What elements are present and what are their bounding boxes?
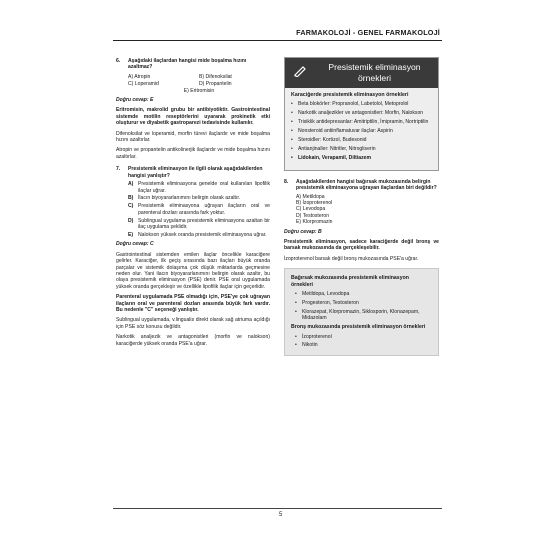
running-header: FARMAKOLOJİ - GENEL FARMAKOLOJİ: [296, 28, 440, 37]
option-b: B) İzoproterenol: [296, 199, 333, 206]
bullet-icon: •: [291, 119, 293, 126]
list-item: • Steroidler: Kortizol, Budesonid: [291, 137, 367, 144]
answer-key: Doğru cevap: E: [116, 97, 154, 104]
explanation-paragraph: İzoproterenol barsak değil bronş mukozasında PSE'a uğrar.: [284, 255, 419, 262]
option-row: [128, 232, 270, 238]
option-d: D) Testosteron: [296, 212, 330, 219]
question-stem: Aşağıdaki ilaçlardan hangisi mide boşalma hızını azaltmaz?: [128, 58, 247, 71]
option-letter: C): [128, 203, 134, 210]
question-number: 8.: [284, 178, 289, 185]
pencil-icon: [293, 65, 307, 77]
question-7: [116, 166, 270, 179]
option-d: D) Propantelin: [199, 81, 232, 88]
info-box-header: [285, 58, 438, 88]
option-text: İlacın biyoyararlanımını belirgin olarak azaltır.: [138, 195, 241, 202]
bullet-icon: •: [291, 145, 293, 152]
option-row: [128, 218, 270, 231]
option-text: Presistemik eliminasyona uğrayan ilaçların oral ve parenteral dozları arasında fark yoktur.: [138, 203, 270, 216]
bullet-icon: •: [295, 291, 297, 298]
list-item: • Narkotik analjezikler ve antagonistleri: Morfin, Nalokson: [291, 110, 424, 117]
explanation-paragraph: Difenoksilat ve loperamid, morfin türevi ilaçlardır ve mide boşalma hızını azaltırlar.: [116, 130, 270, 144]
explanation-paragraph: Atropin ve propantelin antikolinerjik ilaçlardır ve mide boşalma hızını azaltırlar.: [116, 147, 270, 160]
option-row: [128, 181, 270, 194]
option-e: E) Eritromisin: [183, 87, 215, 94]
option-e: E) Klorpromazin: [296, 219, 333, 226]
list-item: • İzoproterenol: [295, 333, 332, 340]
question-number: 6.: [116, 58, 121, 64]
bullet-icon: •: [291, 137, 293, 144]
info-box-subtitle: Karaciğerde presistemik eliminasyon örnekleri: [291, 92, 409, 98]
option-letter: D): [128, 217, 134, 224]
info-box-mucosal: [284, 268, 439, 356]
explanation-paragraph: Presistemik eliminasyon, sadece karaciğerde değil bronş ve barsak mukozasında da gerçekleşebilir.: [284, 239, 439, 252]
list-item: • Metildopa, Levodopa: [295, 291, 350, 298]
option-letter: B): [128, 195, 134, 202]
option-c: C) Loperamid: [128, 81, 159, 88]
footer-rule: [113, 508, 442, 509]
bullet-icon: •: [291, 101, 293, 108]
option-row: [128, 195, 270, 201]
option-row: [128, 203, 270, 216]
info-box-body: [285, 88, 438, 170]
list-item: • Klorazepat, Klorpromazin, Siklosporin, Klonazepam, Midazolam: [295, 308, 420, 322]
bullet-icon: •: [295, 299, 297, 306]
bullet-icon: •: [291, 110, 293, 117]
option-text: Presistemik eliminasyona genelde oral kullanılan lipofilik ilaçlar uğrar.: [138, 181, 270, 194]
q7-options: [128, 181, 270, 238]
left-column: [116, 58, 270, 351]
list-item: • Nonsteroid antiinflamatuvar ilaçlar: Aspirin: [291, 128, 393, 135]
question-6: [116, 58, 270, 71]
header-rule: [113, 40, 442, 41]
bullet-icon: •: [295, 333, 297, 340]
option-letter: E): [128, 231, 134, 238]
bullet-icon: •: [295, 342, 297, 349]
list-item: • Nikotin: [295, 342, 318, 349]
list-item: • Progesteron, Testosteron: [295, 299, 359, 306]
right-column: [284, 58, 439, 356]
option-c: C) Levodopa: [296, 206, 326, 213]
explanation-paragraph: Parenteral uygulamada PSE olmadığı için, PSE'ye çok uğrayan ilaçların oral ve parenteral dozları arasında büyük fark vardır. Bu nedenle "C" seçeneği yanlıştır.: [116, 294, 270, 313]
option-text: Sublingual uygulama presistemik eliminasyonu azaltan bir ilaç uygulama şeklidir.: [138, 217, 270, 231]
list-item: • Lidokain, Verapamil, Diltiazem: [291, 154, 372, 161]
question-stem: Aşağıdakilerden hangisi bağırsak mukozasında belirgin presistemik eliminasyona uğrayan ilaçlardan biri değildir?: [296, 178, 437, 192]
bullet-icon: •: [291, 154, 293, 161]
explanation-paragraph: Narkotik analjezik ve antagonistleri (morfin ve nalokson) karaciğerde yüksek oranda PSE'a uğrar.: [116, 334, 270, 347]
option-b: B) Difenoksilat: [199, 73, 232, 80]
q6-options: [128, 74, 270, 88]
option-a: A) Atropin: [128, 73, 151, 80]
info-box-presystemic: [284, 57, 439, 171]
list-item: • Trisiklik antidepresanlar: Amitriptilin, İmipramin, Nortriptilin: [291, 119, 429, 126]
info-box-subtitle: Bronş mukozasında presistemik eliminasyon örnekleri: [291, 324, 426, 331]
list-item: • Antianjinaller: Nitritler, Nitrogliserin: [291, 145, 376, 152]
option-a: A) Metildopa: [296, 193, 325, 200]
explanation-paragraph: Sublingual uygulamada, v.lingualis direkt olarak sağ atriuma açıldığı için PSE söz konusu değildir.: [116, 317, 270, 330]
option-letter: A): [128, 181, 134, 188]
info-box-subtitle: Bağırsak mukozasında presistemik eliminasyon örnekleri: [291, 275, 409, 288]
option-text: Nalokson yüksek oranda presistemik eliminasyona uğrar.: [138, 231, 267, 238]
explanation-paragraph: Gastrointestinal sistemden emilen ilaçlar öncelikle karaciğere gelirler. Karaciğer, ilk geçiş sırasında bazı ilaçları büyük oranda parçalar ve sistemik dolaşıma çok düşük miktarlarda geçmesine neden olur. Yani ilacın biyoyararlanımını belirgin olarak azaltır, bu olaya presistemik eliminasyon (PSE) denir. PSE oral uygulamada yüksek oranda gerçekleşir ve özellikle lipofilik ilaçlar için geçerlidir.: [116, 251, 270, 290]
q8-options: [296, 194, 439, 226]
bullet-icon: •: [291, 128, 293, 135]
info-box-title: Presistemik eliminasyon örnekleri: [328, 62, 421, 83]
question-8: [284, 179, 439, 192]
explanation-paragraph: Eritromisin, makrolid grubu bir antibiyotiktir. Gastrointestinal sistemde motilin reseptörlerini uyararak prokinetik etki oluşturur ve diyabetik gastroparezi tedavisinde kullanılır.: [116, 107, 270, 127]
page-number: 5: [279, 512, 283, 518]
question-stem: Presistemik eliminasyon ile ilgili olarak aşağıdakilerden hangisi yanlıştır?: [128, 166, 263, 179]
list-item: • Beta blokörler: Propranolol, Labetolol, Metoprolol: [291, 101, 409, 108]
answer-key: Doğru cevap: C: [116, 241, 154, 248]
answer-key: Doğru cevap: B: [284, 228, 322, 235]
question-number: 7.: [116, 166, 121, 173]
bullet-icon: •: [295, 308, 297, 315]
